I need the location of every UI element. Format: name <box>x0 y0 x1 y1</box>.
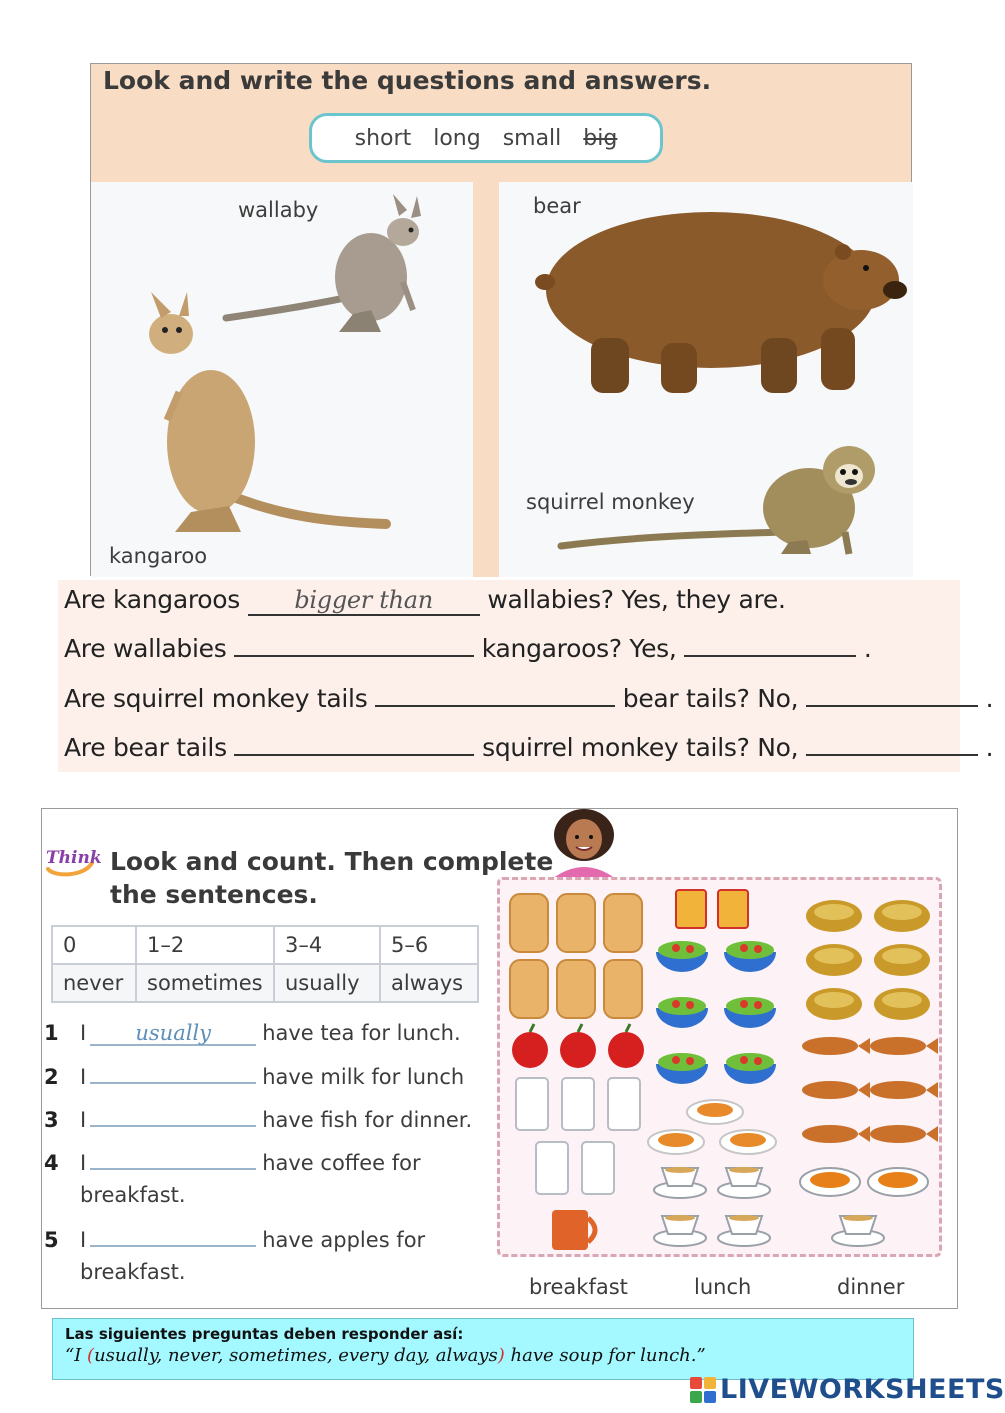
answer-2-input[interactable] <box>234 635 474 657</box>
note-line-1: Las siguientes preguntas deben responder así: <box>65 1325 464 1343</box>
question-3 <box>64 684 993 713</box>
squirrel-monkey-label: squirrel monkey <box>526 490 695 514</box>
frequency-table <box>51 925 479 1003</box>
girl-image <box>542 809 626 879</box>
word-sometimes: sometimes <box>136 964 274 1002</box>
meal-label-breakfast: breakfast <box>529 1275 628 1299</box>
sentence-3-input[interactable] <box>90 1107 256 1127</box>
sentence-4-input[interactable] <box>90 1150 256 1170</box>
question-2-start: Are wallabies <box>64 634 227 663</box>
question-1-start: Are kangaroos <box>64 585 240 614</box>
questions-area <box>58 580 994 772</box>
word-long: long <box>433 125 481 151</box>
note-end: have soup for lunch.” <box>504 1345 706 1366</box>
bear-image <box>531 198 906 398</box>
sentence-4-rest: have coffee for <box>262 1151 421 1175</box>
sentence-4-subject: I <box>80 1151 87 1175</box>
liveworksheets-logo-icon <box>690 1377 716 1403</box>
meal-label-dinner: dinner <box>837 1275 905 1299</box>
sentence-4 <box>44 1150 421 1175</box>
word-usually: usually <box>274 964 380 1002</box>
exercise-title: Look and write the questions and answers. <box>103 66 712 95</box>
animals-exercise <box>90 63 912 576</box>
note-paren-close: ) <box>497 1345 505 1366</box>
question-4 <box>64 733 993 762</box>
note-paren-open: ( <box>87 1345 95 1366</box>
answer-1-input[interactable]: bigger than <box>248 586 480 616</box>
sentence-5-number: 5 <box>44 1228 59 1252</box>
answer-3b-input[interactable] <box>806 685 978 707</box>
word-small: small <box>502 125 562 151</box>
sentence-5 <box>44 1227 425 1252</box>
food-picture-box <box>497 877 942 1257</box>
word-never: never <box>52 964 136 1002</box>
note-line-2 <box>65 1345 901 1366</box>
bear-label: bear <box>533 194 581 218</box>
think-badge-icon <box>44 843 102 877</box>
sentence-2-rest: have milk for lunch <box>262 1065 465 1089</box>
count-0: 0 <box>52 926 136 964</box>
food-title-line2: the sentences. <box>110 880 318 909</box>
sentence-3-rest: have fish for dinner. <box>262 1108 473 1132</box>
sentence-1-rest: have tea for lunch. <box>262 1021 461 1045</box>
think-badge-text: Think <box>46 848 102 868</box>
sentence-2-number: 2 <box>44 1065 59 1089</box>
word-always: always <box>380 964 478 1002</box>
note-start: “I <box>65 1345 88 1366</box>
sentence-5-input[interactable] <box>90 1227 256 1247</box>
note-options: usually, never, sometimes, every day, always <box>94 1345 498 1366</box>
instruction-note <box>52 1318 914 1380</box>
wallaby-label: wallaby <box>238 198 319 222</box>
food-exercise <box>41 808 958 1309</box>
sentence-5-rest: have apples for <box>262 1228 426 1252</box>
kangaroo-label: kangaroo <box>109 544 208 568</box>
sentence-4-continuation: breakfast. <box>80 1183 186 1207</box>
question-3-end: . <box>985 684 994 713</box>
word-short: short <box>354 125 412 151</box>
question-1 <box>64 585 786 616</box>
sentence-1-number: 1 <box>44 1021 59 1045</box>
answer-4b-input[interactable] <box>806 734 978 756</box>
answer-4-input[interactable] <box>234 734 474 756</box>
question-2-end: . <box>863 634 872 663</box>
word-big-struck: big <box>583 125 618 151</box>
sentence-1-subject: I <box>80 1021 87 1045</box>
question-2 <box>64 634 872 663</box>
liveworksheets-logo-text: LIVEWORKSHEETS <box>720 1374 1005 1405</box>
sentence-2-input[interactable] <box>90 1064 256 1084</box>
sentence-1-input[interactable]: usually <box>90 1022 256 1046</box>
sentence-5-continuation: breakfast. <box>80 1260 186 1284</box>
sentence-2-subject: I <box>80 1065 87 1089</box>
count-1-2: 1–2 <box>136 926 274 964</box>
question-4-end: . <box>985 733 994 762</box>
sentence-3-subject: I <box>80 1108 87 1132</box>
question-3-start: Are squirrel monkey tails <box>64 684 368 713</box>
question-4-mid: squirrel monkey tails? No, <box>482 733 799 762</box>
count-5-6: 5–6 <box>380 926 478 964</box>
food-items-image <box>500 880 939 1254</box>
question-4-start: Are bear tails <box>64 733 227 762</box>
question-1-end: wallabies? Yes, they are. <box>487 585 786 614</box>
sentence-1 <box>44 1021 461 1046</box>
food-title <box>110 845 553 911</box>
answer-2b-input[interactable] <box>684 635 856 657</box>
panel-divider <box>473 182 499 577</box>
sentence-5-subject: I <box>80 1228 87 1252</box>
word-box <box>309 113 663 163</box>
answer-3-input[interactable] <box>375 685 615 707</box>
question-2-mid: kangaroos? Yes, <box>481 634 677 663</box>
sentence-4-number: 4 <box>44 1151 59 1175</box>
count-3-4: 3–4 <box>274 926 380 964</box>
meal-label-lunch: lunch <box>694 1275 752 1299</box>
sentence-2 <box>44 1064 464 1089</box>
sentence-3-number: 3 <box>44 1108 59 1132</box>
question-3-mid: bear tails? No, <box>622 684 799 713</box>
liveworksheets-logo <box>690 1374 1005 1405</box>
kangaroo-image <box>131 292 391 542</box>
food-title-line1: Look and count. Then complete <box>110 847 554 876</box>
sentence-3 <box>44 1107 472 1132</box>
